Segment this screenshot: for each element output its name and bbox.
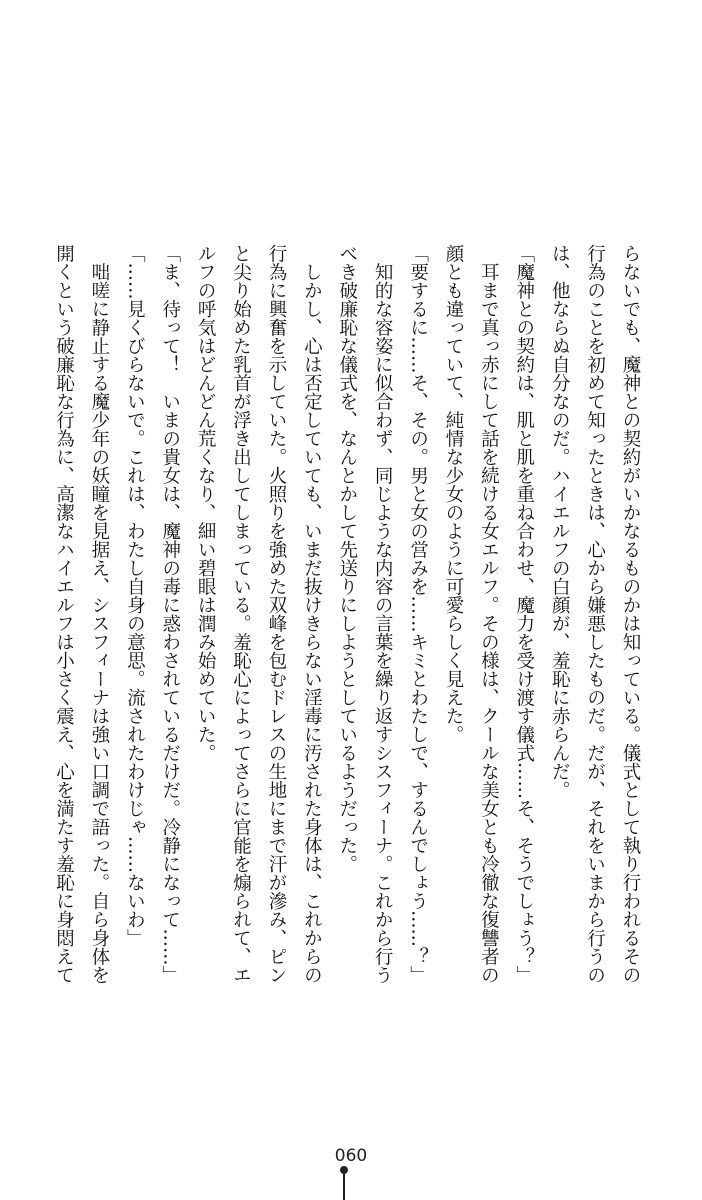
text-line: 行為のことを初めて知ったときは、心から嫌悪したものだ。だが、それをいまから行うの: [584, 244, 606, 984]
text-line: 「ま、待って！ いまの貴女は、魔神の毒に惑わされているだけだ。冷静になって……」: [159, 244, 181, 984]
text-line: 開くという破廉恥な行為に、高潔なハイエルフは小さく震え、心を満たす羞恥に身悶えて: [53, 244, 75, 984]
page-marker-line: [343, 1172, 345, 1200]
text-line: 「魔神との契約は、肌と肌を重ね合わせ、魔力を受け渡す儀式……そ、そうでしょう？」: [513, 244, 535, 984]
text-line: 咄嗟に静止する魔少年の妖瞳を見据え、シスフィーナは強い口調で語った。自ら身体を: [88, 244, 110, 984]
text-line: は、他ならぬ自分なのだ。ハイエルフの白顔が、羞恥に赤らんだ。: [549, 244, 571, 799]
text-line: 「要するに……そ、その。男と女の営みを……キミとわたしで、するんでしょう……？」: [407, 244, 429, 984]
text-line: 「……見くびらないで。これは、わたし自身の意思。流されたわけじゃ……ないわ」: [124, 244, 146, 947]
text-line: 行為に興奮を示していた。火照りを強めた双峰を包むドレスの生地にまで汗が滲み、ピン: [265, 244, 287, 984]
text-line: ルフの呼気はどんどん荒くなり、細い碧眼は潤み始めていた。: [195, 244, 217, 762]
page-number: 060: [334, 1146, 368, 1166]
text-line: 知的な容姿に似合わず、同じような内容の言葉を繰り返すシスフィーナ。これから行う: [372, 244, 394, 984]
text-line: べき破廉恥な儀式を、なんとかして先送りにしようとしているようだった。: [336, 244, 358, 873]
text-line: しかし、心は否定していても、いまだ抜けきらない淫毒に汚された身体は、これからの: [301, 244, 323, 984]
text-line: 耳まで真っ赤にして話を続ける女エルフ。その様は、クールな美女とも冷徹な復讐者の: [478, 244, 500, 984]
text-line: と尖り始めた乳首が浮き出してしまっている。羞恥心によってさらに官能を煽られて、エ: [230, 244, 252, 984]
text-line: 顔とも違っていて、純情な少女のように可愛らしく見えた。: [442, 244, 464, 744]
text-line: らないでも、魔神との契約がいかなるものかは知っている。儀式として執り行われるその: [620, 244, 641, 984]
body-text: [46, 244, 648, 984]
